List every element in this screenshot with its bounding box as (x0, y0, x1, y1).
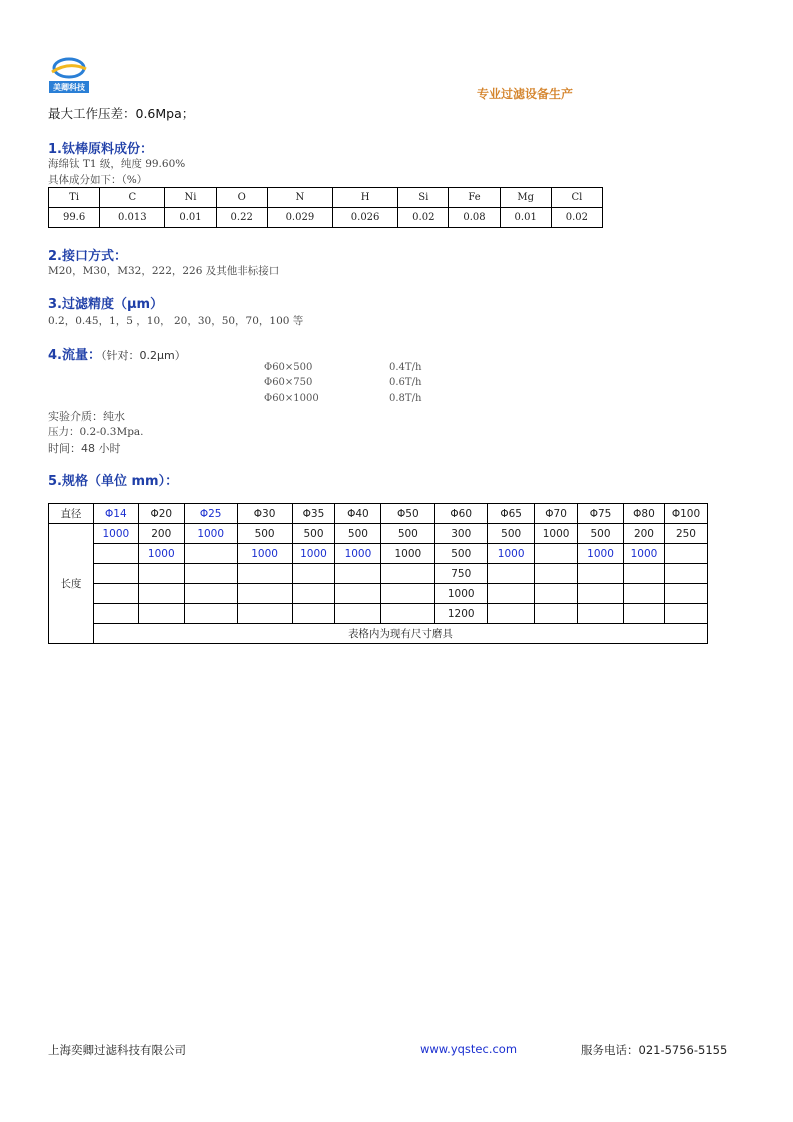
flow-size: Φ60×500 (264, 362, 313, 373)
length-cell: 1000 (138, 544, 184, 564)
length-cell (93, 584, 138, 604)
table-row (49, 524, 708, 544)
length-cell: 200 (623, 524, 664, 544)
spec-table (48, 503, 708, 644)
flow-size: Φ60×750 (264, 377, 313, 388)
length-cell: 1000 (292, 544, 335, 564)
table-cell: 0.02 (551, 208, 602, 228)
table-cell: 0.08 (449, 208, 500, 228)
length-cell: 750 (435, 564, 488, 584)
length-cell (623, 604, 664, 624)
length-cell (237, 584, 292, 604)
composition-header-row (49, 188, 603, 208)
length-cell (184, 584, 237, 604)
table-cell: 0.029 (267, 208, 332, 228)
footer-company: 上海奕卿过滤科技有限公司 (48, 1043, 186, 1057)
length-cell (535, 544, 578, 564)
diameter-cell: Φ70 (535, 504, 578, 524)
length-cell: 500 (578, 524, 624, 544)
length-cell (335, 604, 381, 624)
length-cell: 1000 (488, 544, 535, 564)
length-cell: 500 (488, 524, 535, 544)
length-cell (237, 564, 292, 584)
table-row (49, 564, 708, 584)
length-cell (623, 584, 664, 604)
section1-composition-label: 具体成分如下：（%） (48, 174, 148, 186)
table-row (49, 584, 708, 604)
table-cell: 0.22 (216, 208, 267, 228)
length-cell: 500 (292, 524, 335, 544)
length-cell (664, 604, 707, 624)
length-cell (138, 604, 184, 624)
length-cell (623, 564, 664, 584)
table-cell: 0.013 (100, 208, 165, 228)
diameter-label: 直径 (49, 504, 94, 524)
section1-title: 1.钛棒原料成份： (48, 142, 153, 157)
flow-size: Φ60×1000 (264, 393, 319, 404)
company-logo (46, 55, 92, 95)
composition-table (48, 187, 603, 228)
table-cell: Mg (500, 188, 551, 208)
table-row (49, 604, 708, 624)
length-cell (578, 604, 624, 624)
table-cell: 0.026 (333, 208, 398, 228)
table-cell: H (333, 188, 398, 208)
section4-title: 4.流量： (48, 348, 101, 363)
section2-title: 2.接口方式： (48, 249, 127, 264)
length-cell (535, 604, 578, 624)
length-cell: 1000 (184, 524, 237, 544)
length-cell (237, 604, 292, 624)
length-cell: 1000 (435, 584, 488, 604)
length-cell: 1000 (237, 544, 292, 564)
length-cell (488, 564, 535, 584)
section3-title: 3.过滤精度（μm） (48, 297, 164, 312)
test-time: 时间：48 小时 (48, 442, 121, 455)
flow-value: 0.8T/h (389, 393, 422, 404)
length-cell (93, 544, 138, 564)
logo-text: 美卿科技 (53, 83, 85, 92)
length-cell (488, 584, 535, 604)
length-cell: 500 (381, 524, 435, 544)
section5-title: 5.规格（单位 mm）： (48, 474, 179, 489)
length-cell (664, 564, 707, 584)
length-cell: 500 (237, 524, 292, 544)
length-cell (292, 604, 335, 624)
diameter-row (49, 504, 708, 524)
composition-value-row (49, 208, 603, 228)
table-cell: Cl (551, 188, 602, 208)
section3-text: 0.2，0.45，1，5 ，10， 20，30，50，70，100 等 (48, 315, 304, 327)
table-cell: 0.02 (398, 208, 449, 228)
max-pressure-line: 最大工作压差：0.6Mpa； (48, 106, 195, 121)
table-cell: 0.01 (165, 208, 216, 228)
table-cell: O (216, 188, 267, 208)
length-cell (184, 544, 237, 564)
length-cell (93, 604, 138, 624)
table-footer-note: 表格内为现有尺寸磨具 (93, 624, 707, 644)
diameter-cell: Φ40 (335, 504, 381, 524)
length-cell (381, 584, 435, 604)
length-cell (381, 604, 435, 624)
table-cell: Si (398, 188, 449, 208)
length-cell (335, 564, 381, 584)
length-cell (664, 584, 707, 604)
diameter-cell: Φ75 (578, 504, 624, 524)
table-cell: 0.01 (500, 208, 551, 228)
length-cell (184, 604, 237, 624)
table-cell: Ni (165, 188, 216, 208)
section4-title-wrap (48, 344, 186, 363)
table-cell: Ti (49, 188, 100, 208)
length-cell: 1000 (335, 544, 381, 564)
length-cell (381, 564, 435, 584)
diameter-cell: Φ80 (623, 504, 664, 524)
test-pressure: 压力：0.2-0.3Mpa. (48, 426, 144, 438)
footer-phone: 服务电话：021-5756-5155 (581, 1043, 728, 1057)
length-cell: 300 (435, 524, 488, 544)
diameter-cell: Φ60 (435, 504, 488, 524)
length-cell (93, 564, 138, 584)
flow-value: 0.6T/h (389, 377, 422, 388)
length-cell: 1000 (623, 544, 664, 564)
length-cell: 500 (435, 544, 488, 564)
length-cell: 250 (664, 524, 707, 544)
length-cell (335, 584, 381, 604)
length-cell: 500 (335, 524, 381, 544)
diameter-cell: Φ50 (381, 504, 435, 524)
table-cell: 99.6 (49, 208, 100, 228)
length-cell (292, 584, 335, 604)
length-cell (488, 604, 535, 624)
flow-value: 0.4T/h (389, 362, 422, 373)
length-cell (292, 564, 335, 584)
length-cell (664, 544, 707, 564)
length-cell: 1000 (93, 524, 138, 544)
length-cell: 1200 (435, 604, 488, 624)
section1-purity: 海绵钛 T1 级，纯度 99.60% (48, 158, 186, 170)
diameter-cell: Φ20 (138, 504, 184, 524)
section2-text: M20，M30，M32，222，226 及其他非标接口 (48, 265, 280, 277)
test-medium: 实验介质：纯水 (48, 410, 125, 423)
length-cell: 1000 (535, 524, 578, 544)
table-cell: N (267, 188, 332, 208)
length-cell: 1000 (578, 544, 624, 564)
diameter-cell: Φ65 (488, 504, 535, 524)
length-cell: 200 (138, 524, 184, 544)
diameter-cell: Φ25 (184, 504, 237, 524)
diameter-cell: Φ35 (292, 504, 335, 524)
diameter-cell: Φ14 (93, 504, 138, 524)
length-cell (535, 564, 578, 584)
footer-url-link[interactable]: www.yqstec.com (420, 1042, 518, 1056)
length-cell (138, 584, 184, 604)
length-label: 长度 (49, 524, 94, 644)
section4-note: （针对：0.2μm） (100, 349, 186, 362)
table-row (49, 624, 708, 644)
length-cell (578, 584, 624, 604)
table-cell: C (100, 188, 165, 208)
length-cell (138, 564, 184, 584)
diameter-cell: Φ30 (237, 504, 292, 524)
length-cell (184, 564, 237, 584)
length-cell (535, 584, 578, 604)
table-cell: Fe (449, 188, 500, 208)
diameter-cell: Φ100 (664, 504, 707, 524)
header-tagline: 专业过滤设备生产 (477, 87, 574, 101)
length-cell: 1000 (381, 544, 435, 564)
table-row (49, 544, 708, 564)
length-cell (578, 564, 624, 584)
